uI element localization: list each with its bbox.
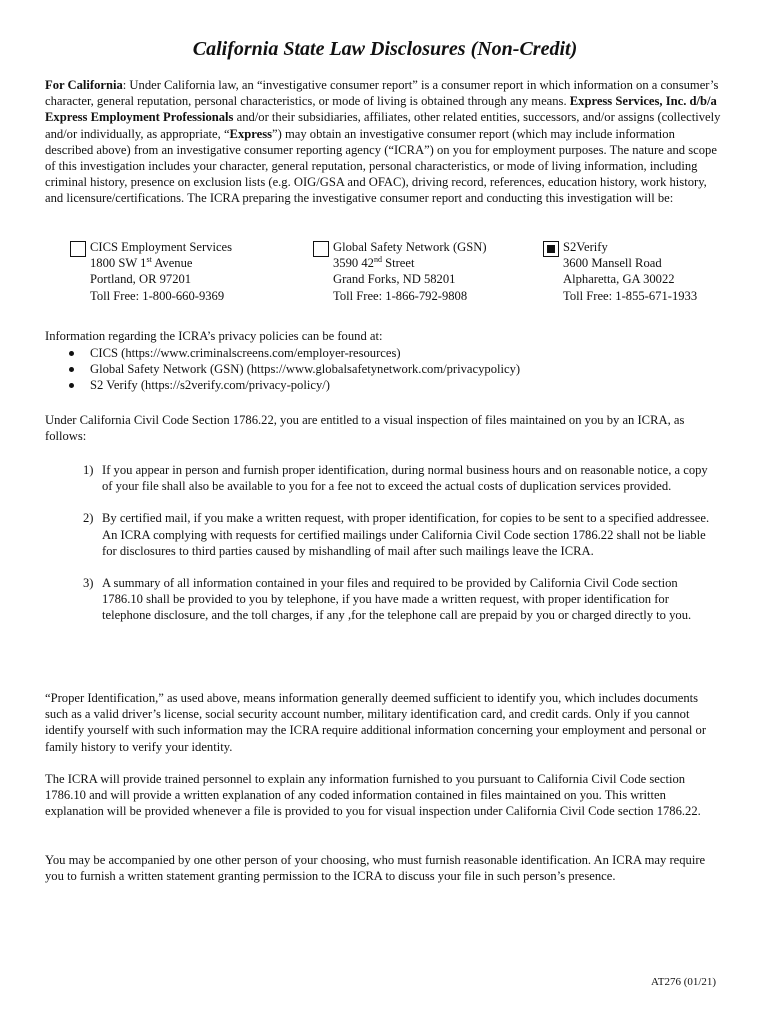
item-text: If you appear in person and furnish proper identification, during normal business hours and on reasonable notice, a copy of your file shall also be available to you for a fee not to exceed the actual costs of duplication services provided. bbox=[102, 463, 708, 494]
inspection-intro: Under California Civil Code Section 1786.22, you are entitled to a visual inspection of files maintained on you by an ICRA, as follows: bbox=[45, 413, 685, 444]
vendor-city: Grand Forks, ND 58201 bbox=[333, 272, 456, 287]
intro-company: Express Services, Inc. d/b/a Express Employment Professionals bbox=[45, 94, 717, 125]
form-code: AT276 (01/21) bbox=[651, 976, 717, 988]
vendor-name: CICS Employment Services bbox=[90, 240, 233, 254]
privacy-links-list bbox=[45, 345, 520, 394]
vendor-phone: Toll Free: 1-866-792-9808 bbox=[333, 288, 468, 303]
item-number: 1) bbox=[83, 463, 94, 477]
intro-lead: For California bbox=[45, 78, 123, 92]
privacy-link-cics[interactable]: CICS (https://www.criminalscreens.com/employer-resources) bbox=[45, 345, 520, 361]
vendor-address: 1800 SW 1st Avenue bbox=[90, 255, 193, 271]
intro-text-1: : Under California law, an “investigative consumer report” is a consumer report in which information on a consumer’s character, general reputation, personal characteristics, or mode of living is obtained through any means. bbox=[45, 78, 719, 109]
intro-express: Express bbox=[229, 126, 273, 141]
inspection-list bbox=[83, 462, 713, 640]
icra-option-gsn bbox=[333, 239, 487, 304]
proper-identification-paragraph: “Proper Identification,” as used above, means information generally deemed sufficient to identify you, which includes documents such as a valid driver’s license, social security account number, military identification card, and credit cards. Only if you cannot identify yourself with such information may the ICRA require additional information concerning your employment and personal or family history to verify your identity. bbox=[45, 691, 707, 754]
icra-option-cics bbox=[90, 239, 232, 304]
gsn-checkbox[interactable] bbox=[313, 241, 329, 257]
s2verify-checkbox-checked[interactable] bbox=[543, 241, 559, 257]
vendor-city: Portland, OR 97201 bbox=[90, 272, 192, 287]
privacy-link-s2verify[interactable]: S2 Verify (https://s2verify.com/privacy-policy/) bbox=[45, 377, 520, 393]
trained-personnel-paragraph: The ICRA will provide trained personnel to explain any information furnished to you pursuant to California Civil Code section 1786.10 and will provide a written explanation of any coded information contained in files maintained on you. This written explanation will be provided whenever a file is provided to you for visual inspection under California Civil Code section 1786.22. bbox=[45, 772, 701, 819]
vendor-address: 3600 Mansell Road bbox=[563, 256, 662, 271]
item-text: A summary of all information contained in your files and required to be provided by California Civil Code section 1786.10 shall be provided to you by telephone, if you have made a written request, with proper identification for telephone disclosure, and the toll charges, if any ,for the telephone call are prepaid by you or charged directly to you. bbox=[102, 576, 692, 623]
privacy-heading: Information regarding the ICRA’s privacy policies can be found at: bbox=[45, 329, 383, 343]
vendor-phone: Toll Free: 1-800-660-9369 bbox=[90, 288, 225, 303]
intro-text-3: ”) may obtain an investigative consumer report (which may include information described above) from an investigative consumer reporting agency (“ICRA”) on you for employment purposes. The nature and scope of this investigation includes your character, general reputation, personal characteristics, or mode of living information, including criminal history, presence on exclusion lists (e.g. OIG/GSA and OFAC), driving record, references, education history, work history, and licensure/certifications. The ICRA preparing the investigative consumer report and conducting this investigation will be: bbox=[45, 126, 717, 206]
item-number: 2) bbox=[83, 511, 94, 526]
intro-text-2: and/or their subsidiaries, affiliates, other related entities, successors, and/or assigns (collectively and/or individually, as appropriate, “ bbox=[45, 110, 721, 141]
item-text: By certified mail, if you make a written request, with proper identification, for copies to be sent to a specified addressee. An ICRA complying with requests for certified mailings under California Civil Code section 1786.22 shall not be liable for disclosures to third parties caused by mishandling of mail after such mailings leave the ICRA. bbox=[102, 511, 710, 558]
inspection-item bbox=[83, 462, 713, 494]
vendor-city: Alpharetta, GA 30022 bbox=[563, 272, 675, 287]
cics-checkbox[interactable] bbox=[70, 241, 86, 257]
accompany-paragraph: You may be accompanied by one other person of your choosing, who must furnish reasonable identification. An ICRA may require you to furnish a written statement granting permission to the ICRA to discuss your file in such person’s presence. bbox=[45, 853, 706, 884]
intro-paragraph bbox=[45, 77, 721, 207]
privacy-link-gsn[interactable]: Global Safety Network (GSN) (https://www.globalsafetynetwork.com/privacypolicy) bbox=[45, 361, 520, 377]
vendor-name: S2Verify bbox=[563, 240, 608, 254]
icra-options bbox=[45, 239, 725, 309]
inspection-item bbox=[83, 575, 713, 624]
vendor-name: Global Safety Network (GSN) bbox=[333, 240, 487, 254]
vendor-phone: Toll Free: 1-855-671-1933 bbox=[563, 288, 698, 303]
item-number: 3) bbox=[83, 576, 94, 591]
vendor-address: 3590 42nd Street bbox=[333, 255, 415, 271]
page-title: California State Law Disclosures (Non-Credit) bbox=[192, 38, 578, 60]
inspection-item bbox=[83, 510, 713, 559]
icra-option-s2verify bbox=[563, 239, 697, 304]
